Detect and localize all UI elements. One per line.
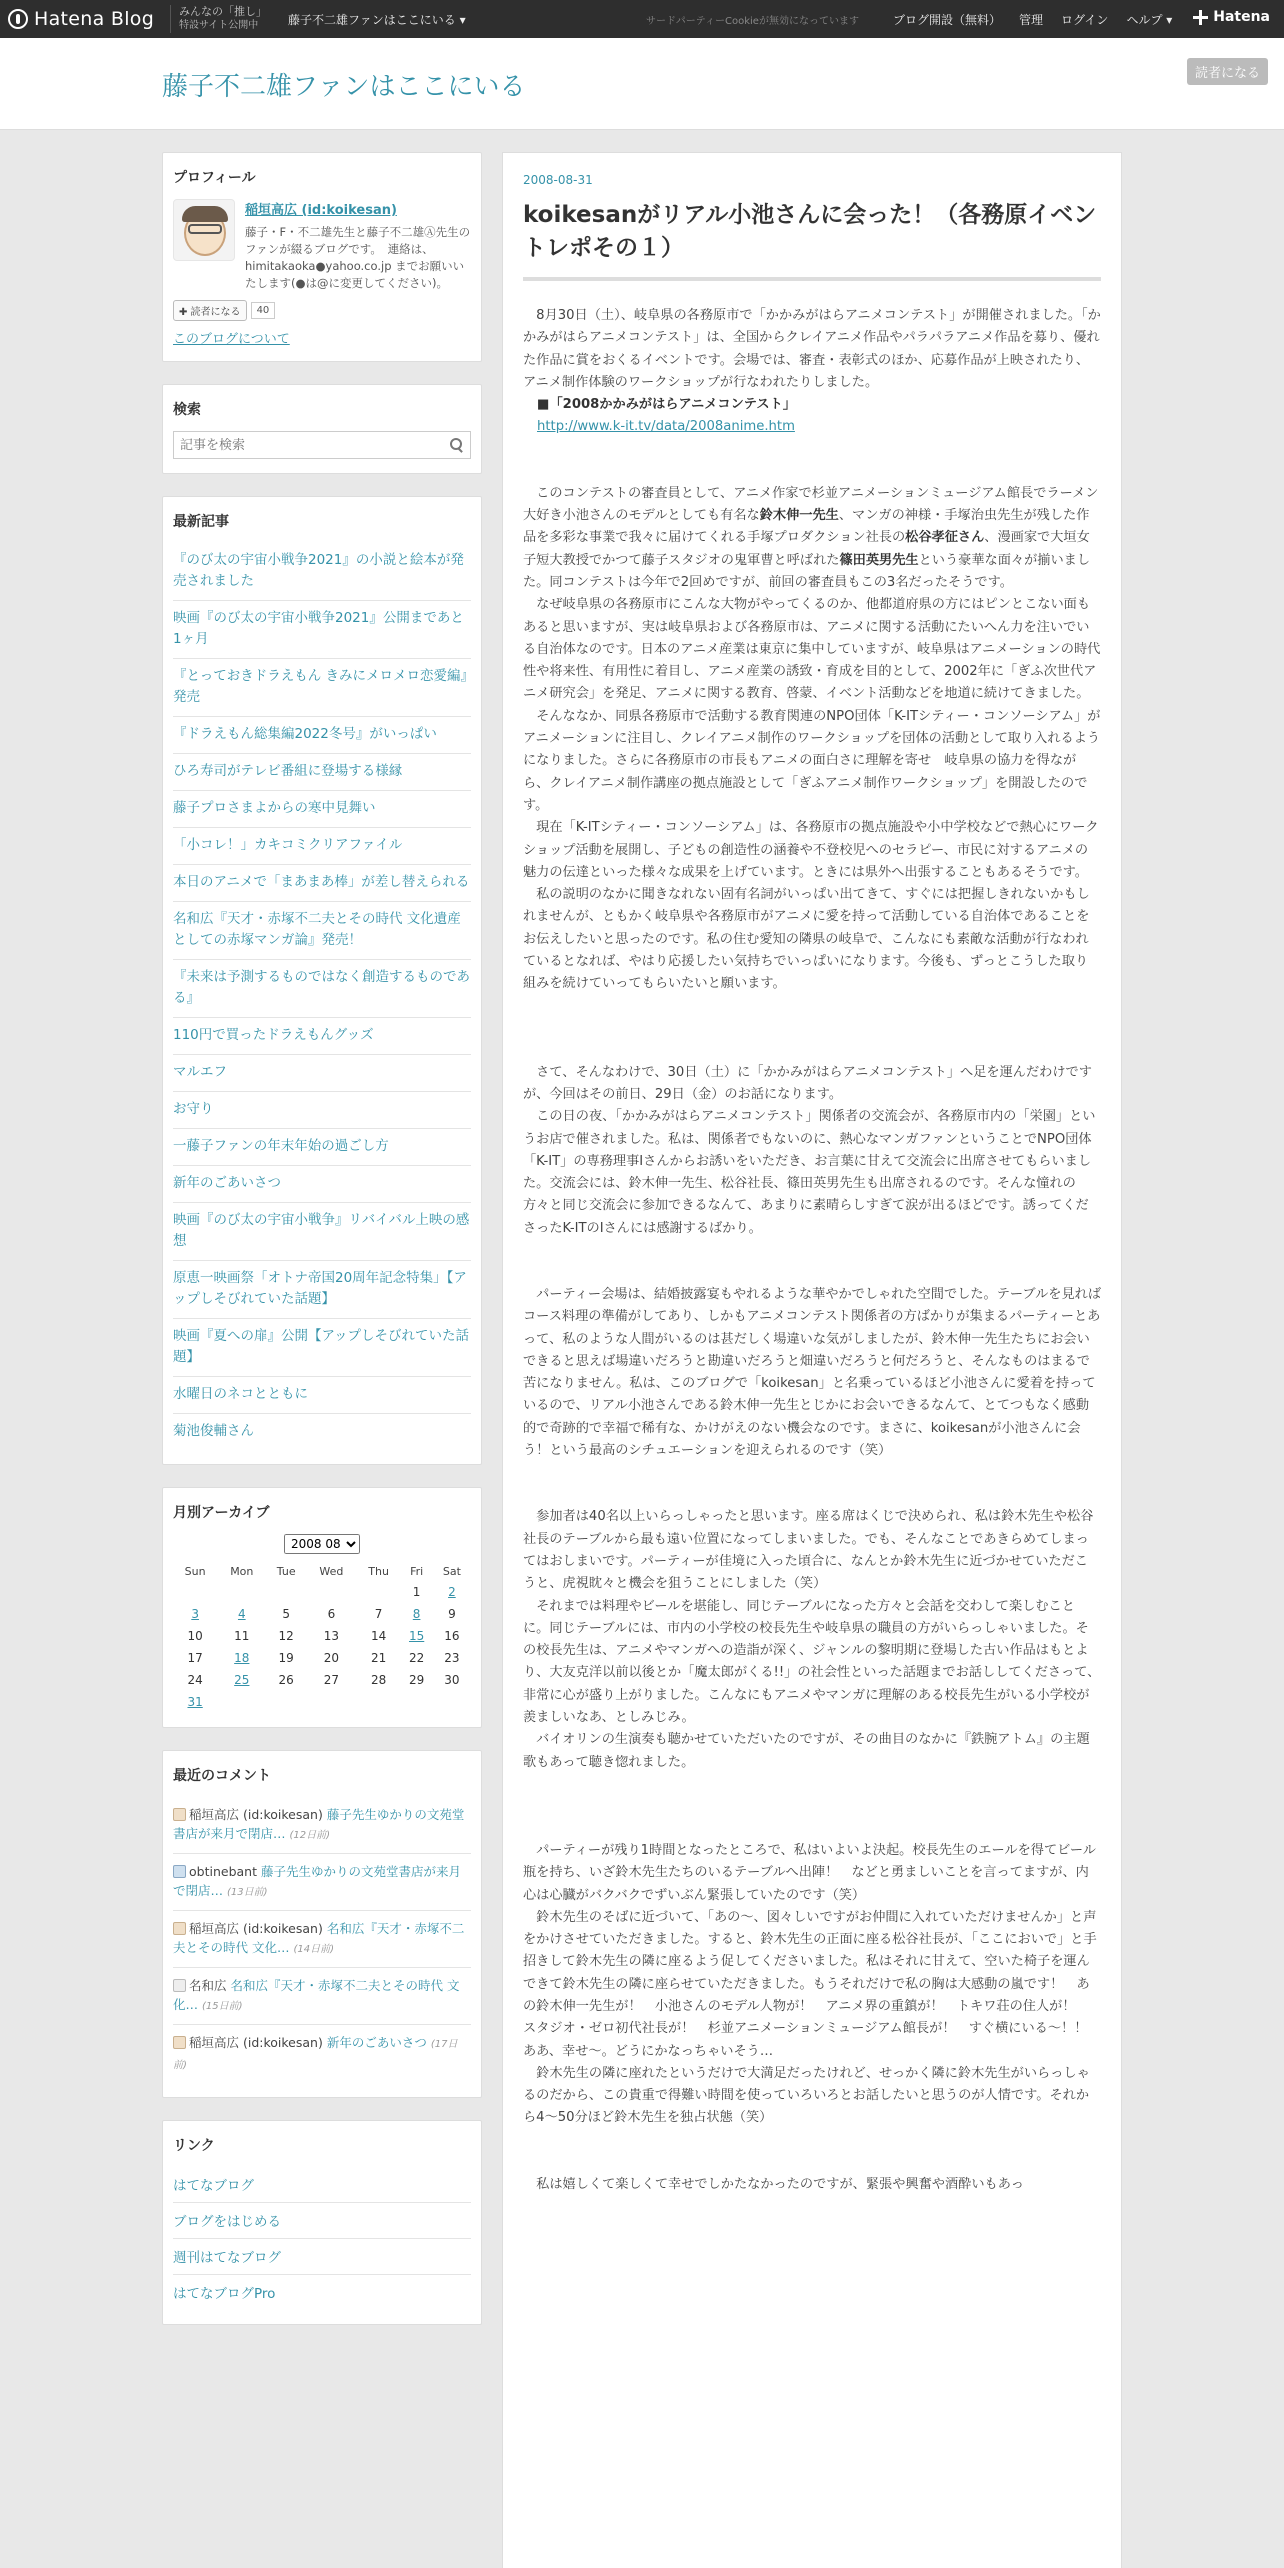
- subscribe-small-button[interactable]: ✚ 読者になる: [173, 300, 247, 321]
- global-nav: [893, 11, 1190, 28]
- commenter-avatar-icon: [173, 1979, 186, 1992]
- profile-heading: プロフィール: [173, 170, 256, 186]
- list-item: [173, 1414, 471, 1450]
- calendar-day: 29: [408, 1673, 425, 1687]
- search-module: [162, 384, 482, 474]
- commenter-avatar-icon: [173, 1865, 186, 1878]
- profile-name-link[interactable]: 稲垣高広 (id:koikesan): [245, 203, 397, 218]
- weekday-label: Mon: [230, 1565, 254, 1578]
- nav-login[interactable]: ログイン: [1061, 13, 1109, 27]
- comment-author: 名和広: [189, 1978, 227, 1993]
- recent-entry-link[interactable]: 映画『のび太の宇宙小戦争』リバイバル上映の感想: [173, 1212, 470, 1249]
- search-input[interactable]: [180, 438, 430, 453]
- recent-entry-link[interactable]: 『未来は予測するものではなく創造するものである』: [173, 969, 470, 1006]
- list-item: [173, 828, 471, 865]
- calendar-day: [217, 1669, 266, 1691]
- comment-author: 稲垣高広 (id:koikesan): [189, 1807, 323, 1822]
- list-item: [173, 960, 471, 1018]
- calendar-day: 12: [278, 1629, 294, 1643]
- comment-author: obtinebant: [189, 1864, 257, 1879]
- entry-text: このコンテストの審査員として、アニメ作家で杉並アニメーションミュージアム館長でラーメン大好き小池さんのモデルとしても有名な: [523, 485, 1099, 524]
- comment-entry-link[interactable]: 藤子先生ゆかりの文苑堂書店が来月で閉店…: [173, 1864, 461, 1898]
- calendar-week: [173, 1647, 471, 1669]
- comment-time: (13日前): [227, 1887, 268, 1898]
- recent-entry-link[interactable]: 映画『のび太の宇宙小戦争2021』公開まであと1ヶ月: [173, 610, 464, 647]
- list-item: [173, 601, 471, 659]
- recent-entries-list: [173, 543, 471, 1450]
- calendar-day: [306, 1581, 357, 1603]
- avatar-hair: [182, 206, 228, 222]
- sidebar-link[interactable]: ブログをはじめる: [173, 2214, 281, 2230]
- entry-paragraph: 8月30日（土）、岐阜県の各務原市で「かかみがはらアニメコンテスト」が開催されました。「かかみがはらアニメコンテスト」は、全国からクレイアニメ作品やパラパラアニメ作品を募り、優れた作品に賞をおくるイベントです。会場では、審査・表彰式のほか、応募作品が上映されたり、アニメ制作体験のワークショップが行なわれたりしました。: [523, 308, 1101, 390]
- entry-bullet: ■「2008かかみがはらアニメコンテスト」: [537, 397, 796, 413]
- recent-entry-link[interactable]: 110円で買ったドラえもんグッズ: [173, 1027, 374, 1043]
- nav-start-blog[interactable]: ブログ開設（無料）: [893, 13, 1002, 27]
- weekday-label: Sun: [184, 1565, 206, 1578]
- commenter-avatar-icon: [173, 2036, 186, 2049]
- comment-time: (14日前): [293, 1944, 334, 1955]
- list-item: [173, 1129, 471, 1166]
- profile-description: 藤子・F・不二雄先生と藤子不二雄Ⓐ先生のファンが綴るブログです。 連絡は、himitakaoka●yahoo.co.jp までお願いいたします(●は@に変更してください)。: [245, 225, 471, 290]
- calendar-day-link[interactable]: 8: [412, 1607, 421, 1621]
- entry-paragraph: 参加者は40名以上いらっしゃったと思います。座る席はくじで決められ、私は鈴木先生や松谷社長のテーブルから最も遠い位置になってしまいました。でも、そんなことであきらめてしまってはおしまいです。パーティーが佳境に入った頃合に、なんとか鈴木先生に近づかせていただこうと、虎視眈々と機会を狙うことにしました（笑）: [523, 1509, 1094, 1592]
- hatena-blog-logo-icon: [8, 9, 28, 29]
- entry-date[interactable]: 2008-08-31: [523, 173, 593, 187]
- recent-entry-link[interactable]: 『とっておきドラえもん きみにメロメロ恋愛編』発売: [173, 668, 468, 705]
- calendar-week: [173, 1691, 471, 1713]
- recent-comments-list: [173, 1797, 471, 2083]
- entry-title[interactable]: koikesanがリアル小池さんに会った！（各務原イベントレポその１）: [523, 199, 1101, 281]
- entry-bold-name: 鈴木伸一先生: [759, 508, 839, 524]
- list-item: [173, 791, 471, 828]
- sidebar-link[interactable]: はてなブログPro: [173, 2286, 276, 2302]
- calendar-week: [173, 1603, 471, 1625]
- comment-item: [173, 1911, 471, 1968]
- calendar-week: [173, 1669, 471, 1691]
- logo-text: Hatena Blog: [34, 8, 155, 30]
- list-item: [173, 1018, 471, 1055]
- calendar-day: [217, 1603, 266, 1625]
- cookie-notice[interactable]: サードパーティーCookieが無効になっています: [646, 16, 859, 27]
- recent-entry-link[interactable]: ひろ寿司がテレビ番組に登場する様縁: [173, 763, 403, 779]
- recent-entries-module: [162, 496, 482, 1465]
- weekday-label: Wed: [319, 1565, 344, 1578]
- links-module: [162, 2120, 482, 2325]
- entry-paragraph: さて、そんなわけで、30日（土）に「かかみがはらアニメコンテスト」へ足を運んだわけですが、今回はその前日、29日（金）のお話になります。: [523, 1064, 1092, 1102]
- search-box: [173, 431, 471, 459]
- calendar-day: [357, 1581, 401, 1603]
- comment-time: (15日前): [202, 2001, 243, 2012]
- recent-entry-link[interactable]: 新年のごあいさつ: [173, 1175, 281, 1191]
- entry-paragraph: [523, 483, 1101, 594]
- about-blog-link[interactable]: このブログについて: [173, 332, 290, 347]
- calendar-week: [173, 1625, 471, 1647]
- calendar-day-link[interactable]: 4: [237, 1607, 246, 1621]
- calendar-day: [217, 1581, 266, 1603]
- blog-title[interactable]: 藤子不二雄ファンはここにいる: [162, 72, 526, 102]
- calendar-day: [400, 1625, 432, 1647]
- list-item: [173, 1261, 471, 1319]
- entry-body: [523, 305, 1101, 2196]
- calendar-week: [173, 1581, 471, 1603]
- profile-module: [162, 152, 482, 362]
- calendar-day: 9: [448, 1607, 456, 1621]
- entry-paragraph: 鈴木先生の隣に座れたというだけで大満足だったけれど、せっかく隣に鈴木先生がいらっしゃるのだから、この貴重で得難い時間を使っていろいろとお話したいと思うのが人情です。それから4〜50分ほど鈴木先生を独占状態（笑）: [523, 2065, 1090, 2126]
- calendar-day: 24: [187, 1673, 203, 1687]
- weekday-label: Thu: [368, 1565, 389, 1578]
- links-heading: リンク: [173, 2138, 215, 2154]
- calendar-day: 22: [408, 1651, 425, 1665]
- list-item: [173, 902, 471, 960]
- recent-entry-link[interactable]: お守り: [173, 1101, 214, 1117]
- list-item: [173, 717, 471, 754]
- entry-external-link[interactable]: http://www.k-it.tv/data/2008anime.htm: [537, 419, 795, 435]
- comment-entry-link[interactable]: 新年のごあいさつ: [326, 2035, 427, 2050]
- sidebar: [162, 152, 482, 2347]
- entry-paragraph: 現在「K-ITシティー・コンソーシアム」は、各務原市の拠点施設や小中学校などで熱心にワークショップ活動を展開し、子どもの創造性の涵養や不登校児へのセラピー、市民に対するアニメの魅力の伝達といった様々な成果を上げています。ときには県外へ出張することもあるそうです。: [523, 820, 1099, 880]
- search-heading: 検索: [173, 402, 201, 418]
- list-item: [173, 1319, 471, 1377]
- weekday-label: Sat: [442, 1565, 461, 1578]
- weekday-label: Tue: [276, 1565, 296, 1578]
- entry-text: 、マンガの神様・手塚治虫先生が残した作品を多彩な事業で我々に届けてくれる手塚プロダクション社長の: [523, 508, 1090, 546]
- global-header: [0, 0, 1284, 38]
- entry-paragraph: 鈴木先生のそばに近づいて、「あの〜、図々しいですがお仲間に入れていただけませんか」と声をかけさせていただきました。すると、鈴木先生の正面に座る松谷社長が、「ここにおいで」と手招きして鈴木先生の隣に座るよう促してくださいました。私はそれに甘えて、空いた椅子を運んできて鈴木先生の隣に座らせていただきました。もうそれだけで私の胸は大感動の嵐です！ あの鈴木伸一先生が！ 小池さんのモデル人物が！ アニメ界の重鎮が！ トキワ荘の住人が！ スタジオ・ゼロ初代社長が！ 杉並アニメーションミュージアム館長が！ すぐ横にいる〜！！ ああ、幸せ〜。どうにかなっちゃいそう…: [523, 1909, 1101, 2059]
- calendar-day: [400, 1603, 432, 1625]
- calendar-day: 30: [444, 1673, 460, 1687]
- recent-entry-link[interactable]: 『ドラえもん総集編2022冬号』がいっぱい: [173, 726, 437, 742]
- calendar-day-link[interactable]: 25: [234, 1673, 250, 1687]
- calendar-day: [217, 1691, 266, 1713]
- calendar-day-link[interactable]: 2: [448, 1585, 456, 1599]
- entry-paragraph: そんななか、同県各務原市で活動する教育関連のNPO団体「K-ITシティー・コンソーシアム」がアニメーションに注目し、クレイアニメ制作のワークショップを団体の活動として取り入れるようになりました。さらに各務原市の市長もアニメの面白さに理解を寄せ 岐阜県の協力を得ながら、クレイアニメ制作講座の拠点施設として「ぎふアニメ制作ワークショップ」を開設したのです。: [523, 708, 1101, 813]
- comment-time: (12日前): [289, 1830, 331, 1841]
- list-item: [173, 1055, 471, 1092]
- comment-time: (17日前): [173, 2039, 458, 2071]
- calendar-day: 27: [323, 1673, 340, 1687]
- archive-module: [162, 1487, 482, 1728]
- list-item: [173, 2203, 471, 2239]
- commenter-avatar-icon: [173, 1922, 186, 1935]
- comment-item: [173, 1797, 471, 1854]
- nav-admin[interactable]: 管理: [1019, 13, 1044, 27]
- entry-paragraph: それまでは料理やビールを堪能し、同じテーブルになった方々と会話を交わして楽しむことに。同じテーブルには、市内の小学校の校長先生や岐阜県の職員の方がいらっしゃいました。その校長先生は、アニメやマンガへの造詣が深く、ジャンルの黎明期に登場した古い作品はもとより、大友克洋以前以後とか「魔太郎がくる!!」の社会性といった話題までお話ししてくださって、非常に心が盛り上がりました。こんなにもアニメやマンガに理解のある校長先生がいる小学校が羨ましいなあ、としみじみ。: [523, 1598, 1101, 1726]
- list-item: [173, 543, 471, 601]
- list-item: [173, 1166, 471, 1203]
- calendar-day: 13: [323, 1629, 340, 1643]
- avatar-glasses: [188, 224, 222, 234]
- subscriber-count: 40: [251, 302, 276, 319]
- recent-comments-module: [162, 1750, 482, 2098]
- list-item: [173, 2239, 471, 2275]
- entry-article: [502, 152, 1122, 2568]
- comment-item: [173, 2025, 471, 2083]
- recent-entry-link[interactable]: 水曜日のネコとともに: [173, 1386, 308, 1402]
- calendar-day: [217, 1647, 266, 1669]
- promo-line-2: 特設サイト公開中: [179, 20, 259, 31]
- calendar-day-link[interactable]: 3: [191, 1607, 199, 1621]
- calendar-day: 1: [412, 1585, 421, 1599]
- calendar-day-link[interactable]: 31: [187, 1695, 203, 1709]
- calendar-day: [357, 1691, 401, 1713]
- recent-entry-link[interactable]: 一藤子ファンの年末年始の過ごし方: [173, 1138, 389, 1154]
- archive-calendar: [173, 1562, 471, 1713]
- calendar-day: [173, 1603, 217, 1625]
- entry-bold-name: 松谷孝征さん: [905, 530, 985, 546]
- hatena-menu[interactable]: [1193, 9, 1270, 25]
- sidebar-link[interactable]: はてなブログ: [173, 2178, 254, 2194]
- entry-bold-name: 篠田英男先生: [839, 552, 919, 568]
- comment-author: 稲垣高広 (id:koikesan): [189, 2035, 323, 2050]
- links-list: [173, 2167, 471, 2310]
- promo-link[interactable]: [170, 5, 267, 33]
- calendar-day: 5: [282, 1607, 291, 1621]
- subscribe-button[interactable]: 読者になる: [1187, 58, 1268, 85]
- calendar-day: [173, 1691, 217, 1713]
- recent-entry-link[interactable]: 『のび太の宇宙小戦争2021』の小説と絵本が発売されました: [173, 552, 464, 589]
- calendar-day: 26: [278, 1673, 294, 1687]
- calendar-day-link[interactable]: 15: [408, 1629, 425, 1643]
- calendar-day: 23: [444, 1651, 460, 1665]
- archive-heading: 月別アーカイブ: [173, 1505, 270, 1521]
- comment-item: [173, 1854, 471, 1911]
- weekday-label: Fri: [410, 1565, 424, 1578]
- avatar[interactable]: [173, 199, 235, 261]
- list-item: [173, 2167, 471, 2203]
- calendar-day: 19: [278, 1651, 294, 1665]
- calendar-body: [173, 1581, 471, 1713]
- archive-month-select[interactable]: [284, 1534, 360, 1554]
- entry-paragraph: この日の夜、「かかみがはらアニメコンテスト」関係者の交流会が、各務原市内の「栄園」というお店で催されました。私は、関係者でもないのに、熱心なマンガファンということでNPO団体「K-IT」の専務理事Iさんからお誘いをいただき、お言葉に甘えて交流会に出席させてもらいました。交流会には、鈴木伸一先生、松谷社長、篠田英男先生も出席されるのです。そんな憧れの方々と同じ交流会に参加できるなんて、あまりに素晴らしすぎて涙が出るほどです。誘ってくださったK-ITのIさんには感謝するばかり。: [523, 1109, 1096, 1236]
- commenter-avatar-icon: [173, 1808, 186, 1821]
- entry-paragraph: パーティー会場は、結婚披露宴もやれるような華やかでしゃれた空間でした。テーブルを見ればコース料理の準備がしてあり、しかもアニメコンテスト関係者の方ばかりが集まるパーティーとあって、私のような人間がいるのは甚だしく場違いな気がしましたが、鈴木伸一先生たちにお会いできると思えば場違いだろうと勘違いだろうと畑違いだろうと何だろうと、そんなものはまるで苦になりません。私は、このブログで「koikesan」と名乗っているほど小池さんに愛着を持っているので、リアル小池さんである鈴木伸一先生とじかにお会いできるなんて、とてつもなく感動的で奇跡的で幸福で稀有な、かけがえのない機会なのです。まさに、koikesanが小池さんに会う！という最高のシチュエーションを迎えられるのです（笑）: [523, 1286, 1102, 1459]
- comment-item: [173, 1968, 471, 2025]
- recent-entries-heading: 最新記事: [173, 514, 229, 530]
- promo-line-1: みんなの「推し」: [179, 5, 267, 18]
- calendar-day: 6: [327, 1607, 336, 1621]
- calendar-day: [433, 1691, 471, 1713]
- recent-comments-heading: 最近のコメント: [173, 1768, 271, 1784]
- entry-paragraph: パーティーが残り1時間となったところで、私はいよいよ決起。校長先生のエールを得てビール瓶を持ち、いざ鈴木先生たちのいるテーブルへ出陣！ などと勇ましいことを言ってますが、内心は心臓がバクバクでずいぶん緊張していたのです（笑）: [523, 1842, 1096, 1903]
- recent-entry-link[interactable]: 名和広『天才・赤塚不二夫とその時代 文化遺産としての赤塚マンガ論』発売！: [173, 911, 461, 948]
- hatena-label: Hatena: [1213, 9, 1270, 25]
- calendar-day: 20: [323, 1651, 340, 1665]
- comment-entry-link[interactable]: 名和広『天才・赤塚不二夫とその時代 文化…: [173, 1921, 465, 1955]
- list-item: [173, 1377, 471, 1414]
- recent-entry-link[interactable]: 菊池俊輔さん: [173, 1423, 254, 1439]
- calendar-day: [306, 1691, 357, 1713]
- hatena-blog-logo[interactable]: [8, 6, 154, 32]
- recent-entry-link[interactable]: マルエフ: [173, 1064, 227, 1080]
- calendar-day-link[interactable]: 18: [234, 1651, 250, 1665]
- nav-help[interactable]: ヘルプ ▾: [1126, 13, 1173, 27]
- entry-paragraph: 私は嬉しくて楽しくて幸せでしかたなかったのですが、緊張や興奮や酒酔いもあっ: [523, 2176, 1024, 2192]
- recent-entry-link[interactable]: 本日のアニメで「まあまあ棒」が差し替えられる: [173, 874, 470, 890]
- calendar-day: 10: [187, 1629, 203, 1643]
- list-item: [173, 754, 471, 791]
- calendar-day: 7: [374, 1607, 383, 1621]
- calendar-day: 21: [370, 1651, 387, 1665]
- list-item: [173, 865, 471, 902]
- list-item: [173, 659, 471, 717]
- recent-entry-link[interactable]: 映画『夏への扉』公開【アップしそびれていた話題】: [173, 1328, 470, 1365]
- sidebar-link[interactable]: 週刊はてなブログ: [173, 2250, 281, 2266]
- calendar-day: [400, 1691, 432, 1713]
- calendar-day: [433, 1581, 471, 1603]
- blog-menu-dropdown[interactable]: 藤子不二雄ファンはここにいる ▾: [288, 13, 466, 27]
- calendar-day: 11: [234, 1629, 250, 1643]
- calendar-day: [173, 1581, 217, 1603]
- hatena-plus-icon: [1193, 10, 1208, 25]
- calendar-day: [266, 1581, 306, 1603]
- calendar-day: 14: [370, 1629, 387, 1643]
- calendar-day: [266, 1691, 306, 1713]
- calendar-day: 28: [370, 1673, 387, 1687]
- entry-text: 、漫画家で大垣女子短大教授でかつて藤子スタジオの鬼軍曹と呼ばれた: [523, 530, 1090, 568]
- list-item: [173, 1092, 471, 1129]
- comment-entry-link[interactable]: 藤子先生ゆかりの文苑堂書店が来月で閉店…: [173, 1807, 465, 1841]
- recent-entry-link[interactable]: 原恵一映画祭「オトナ帝国20周年記念特集」【アップしそびれていた話題】: [173, 1270, 467, 1307]
- blog-header: [0, 38, 1284, 130]
- comment-entry-link[interactable]: 名和広『天才・赤塚不二夫とその時代 文化…: [173, 1978, 460, 2012]
- entry-paragraph: なぜ岐阜県の各務原市にこんな大物がやってくるのか、他都道府県の方にはピンとこない面もあると思いますが、実は岐阜県および各務原市は、アニメに関する活動にたいへん力を注いでいる自治体なのです。日本のアニメ産業は東京に集中していますが、岐阜県はアニメーションの時代性や将来性、有用性に着目し、アニメ産業の誘致・育成を目的として、2002年に「ぎふ次世代アニメ研究会」を発足、アニメに関する教育、啓蒙、イベント活動などを地道に続けてきました。: [523, 597, 1101, 702]
- list-item: [173, 2275, 471, 2310]
- recent-entry-link[interactable]: 藤子プロさまよからの寒中見舞い: [173, 800, 376, 816]
- calendar-day: 16: [444, 1629, 460, 1643]
- recent-entry-link[interactable]: 「小コレ！」カキコミクリアファイル: [173, 837, 403, 853]
- calendar-day: 17: [187, 1651, 203, 1665]
- comment-author: 稲垣高広 (id:koikesan): [189, 1921, 323, 1936]
- entry-paragraph: バイオリンの生演奏も聴かせていただいたのですが、その曲目のなかに『鉄腕アトム』の主題歌もあって聴き惚れました。: [523, 1732, 1090, 1770]
- entry-paragraph: 私の説明のなかに聞きなれない固有名詞がいっぱい出てきて、すぐには把握しきれないかもしれませんが、ともかく岐阜県や各務原市がアニメに愛を持って活動している自治体であることをお伝えしたいと思ったのです。私の住む愛知の隣県の岐阜で、こんなにも素敵な活動が行なわれているとなれば、やはり応援したい気持ちでいっぱいになります。今後も、ずっとこうした取り組みを続けていってもらいたいと願います。: [523, 887, 1090, 992]
- list-item: [173, 1203, 471, 1261]
- search-icon[interactable]: [450, 438, 464, 452]
- entry-text: という豪華な面々が揃いました。同コンテストは今年で2回めですが、前回の審査員もこの3名だったそうです。: [523, 552, 1091, 590]
